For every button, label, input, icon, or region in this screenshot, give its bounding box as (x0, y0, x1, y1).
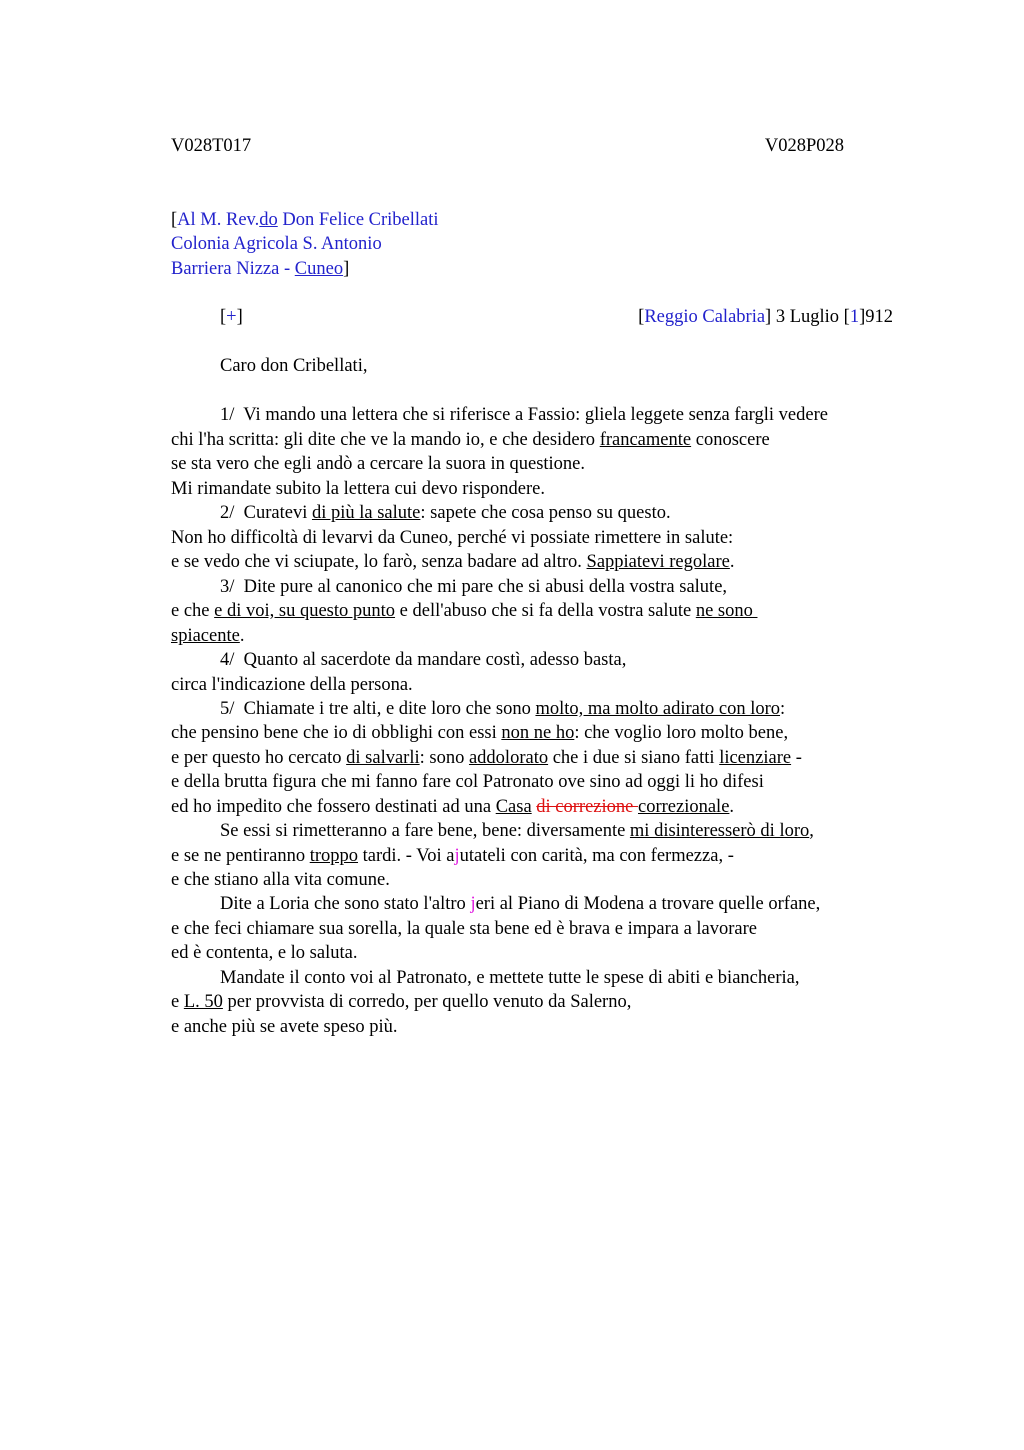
text-segment: : sono (419, 748, 469, 768)
text-segment: se sta vero che egli andò a cercare la suora in questione. (171, 454, 586, 474)
text-segment: 2/ Curatevi (220, 503, 312, 523)
text-segment: tardi. - Voi a (358, 846, 455, 866)
body-line (171, 770, 764, 795)
text-segment: j (454, 846, 460, 866)
header-right-code (765, 134, 844, 159)
text-segment: e che feci chiamare sua sorella, la quale sta bene ed è brava e impara a lavorare (171, 919, 758, 939)
header-left-code (171, 134, 251, 159)
underlined-text: mi disinteresserò di loro (629, 821, 810, 841)
address-line-3 (171, 257, 349, 282)
body-line (220, 819, 814, 844)
body-line (171, 673, 413, 698)
body-line (171, 1015, 398, 1040)
text-segment: : (780, 699, 786, 719)
body-line (220, 697, 785, 722)
underlined-text: correzionale (638, 797, 730, 817)
text-segment: + (226, 307, 237, 327)
text-segment: e (171, 992, 184, 1012)
address-line-2 (171, 232, 382, 257)
underlined-text: addolorato (468, 748, 549, 768)
text-segment: e se vedo che vi sciupate, lo farò, senza badare ad altro. (171, 552, 587, 572)
text-segment: Caro don Cribellati, (220, 356, 368, 376)
underlined-text: Sappiatevi regolare (586, 552, 730, 572)
text-segment: ] (343, 259, 350, 279)
underlined-text: ne sono (695, 601, 758, 621)
body-line (220, 966, 799, 991)
text-segment: . (239, 626, 245, 646)
body-line (171, 452, 585, 477)
underlined-text: molto, ma molto adirato con loro (535, 699, 781, 719)
body-line (171, 477, 545, 502)
text-segment: utateli con carità, ma con fermezza, - (459, 846, 734, 866)
text-segment: . (729, 552, 735, 572)
underlined-text: spiacente (171, 626, 240, 646)
underlined-text: non ne ho (501, 723, 575, 743)
dateline (638, 305, 893, 330)
text-segment: [ (638, 307, 645, 327)
body-line (171, 624, 244, 649)
body-line (220, 892, 820, 917)
text-segment: chi l'ha scritta: gli dite che ve la mando io, e che desidero (171, 430, 600, 450)
text-segment: V028P028 (764, 136, 844, 156)
text-segment: e che (171, 601, 215, 621)
text-segment: ] 3 Luglio [ (765, 307, 850, 327)
text-segment: [ (171, 210, 178, 230)
body-line (171, 917, 757, 942)
body-line (171, 526, 733, 551)
text-segment: Dite a Loria che sono stato l'altro (220, 894, 471, 914)
text-segment: Se essi si rimetteranno a fare bene, bene: diversamente (220, 821, 630, 841)
text-segment: - (791, 748, 802, 768)
text-segment: [ (220, 307, 227, 327)
text-segment: e che stiano alla vita comune. (171, 870, 390, 890)
text-segment: V028T017 (171, 136, 252, 156)
body-line (171, 428, 770, 453)
underlined-text: Cuneo (294, 259, 344, 279)
text-segment: j (470, 894, 476, 914)
body-line (220, 575, 727, 600)
underlined-text: e di voi, su questo punto (214, 601, 396, 621)
text-segment: circa l'indicazione della persona. (171, 675, 413, 695)
text-segment: 1/ Vi mando una lettera che si riferisce a Fassio: gliela leggete senza fargli vedere (220, 405, 828, 425)
text-segment: Barriera Nizza - (171, 259, 295, 279)
body-line (220, 501, 671, 526)
text-segment: conoscere (691, 430, 770, 450)
body-line (171, 941, 357, 966)
text-segment: eri al Piano di Modena a trovare quelle orfane, (475, 894, 821, 914)
text-segment: e dell'abuso che si fa della vostra salute (395, 601, 696, 621)
body-line (171, 721, 788, 746)
text-segment: Mandate il conto voi al Patronato, e mettete tutte le spese di abiti e biancheria, (220, 968, 800, 988)
body-line (171, 844, 734, 869)
deleted-text: di correzione (536, 797, 638, 817)
text-segment: Al M. Rev. (177, 210, 260, 230)
underlined-text: L. 50 (183, 992, 223, 1012)
text-segment: 3/ Dite pure al canonico che mi pare che si abusi della vostra salute, (220, 577, 728, 597)
text-segment: ed è contenta, e lo saluta. (171, 943, 358, 963)
text-segment: 1 (849, 307, 860, 327)
body-line (171, 868, 390, 893)
underlined-text: do (259, 210, 278, 230)
underlined-text: di più la salute (311, 503, 421, 523)
salutation (220, 354, 367, 379)
address-line-1 (171, 208, 439, 233)
text-segment: che pensino bene che io di obblighi con essi (171, 723, 502, 743)
text-segment: 5/ Chiamate i tre alti, e dite loro che sono (220, 699, 536, 719)
text-segment: : che voglio loro molto bene, (574, 723, 789, 743)
body-line (220, 648, 626, 673)
underlined-text: Casa (495, 797, 532, 817)
body-line (171, 795, 734, 820)
cross-mark (220, 305, 243, 330)
text-segment: Don Felice Cribellati (277, 210, 439, 230)
body-line (171, 746, 802, 771)
text-segment: e per questo ho cercato (171, 748, 347, 768)
body-line (171, 599, 757, 624)
underlined-text: di salvarli (346, 748, 420, 768)
text-segment: : sapete che cosa penso su questo. (420, 503, 671, 523)
body-line (171, 990, 631, 1015)
text-segment: 4/ Quanto al sacerdote da mandare costì, adesso basta, (220, 650, 627, 670)
text-segment: e anche più se avete speso più. (171, 1017, 398, 1037)
underlined-text: francamente (599, 430, 692, 450)
text-segment: . (729, 797, 735, 817)
body-line (171, 550, 734, 575)
text-segment: per provvista di corredo, per quello venuto da Salerno, (222, 992, 632, 1012)
text-segment: che i due si siano fatti (548, 748, 720, 768)
text-segment: Non ho difficoltà di levarvi da Cuneo, perché vi possiate rimettere in salute: (171, 528, 734, 548)
text-segment: e della brutta figura che mi fanno fare col Patronato ove sino ad oggi li ho difesi (171, 772, 764, 792)
text-segment: ]912 (859, 307, 893, 327)
text-segment: Reggio Calabria (644, 307, 766, 327)
body-line (220, 403, 828, 428)
text-segment: , (809, 821, 814, 841)
underlined-text: troppo (309, 846, 359, 866)
text-segment: ed ho impedito che fossero destinati ad una (171, 797, 496, 817)
text-segment: ] (236, 307, 243, 327)
text-segment: e se ne pentiranno (171, 846, 310, 866)
underlined-text: licenziare (719, 748, 792, 768)
text-segment: Mi rimandate subito la lettera cui devo rispondere. (171, 479, 545, 499)
text-segment: Colonia Agricola S. Antonio (171, 234, 382, 254)
